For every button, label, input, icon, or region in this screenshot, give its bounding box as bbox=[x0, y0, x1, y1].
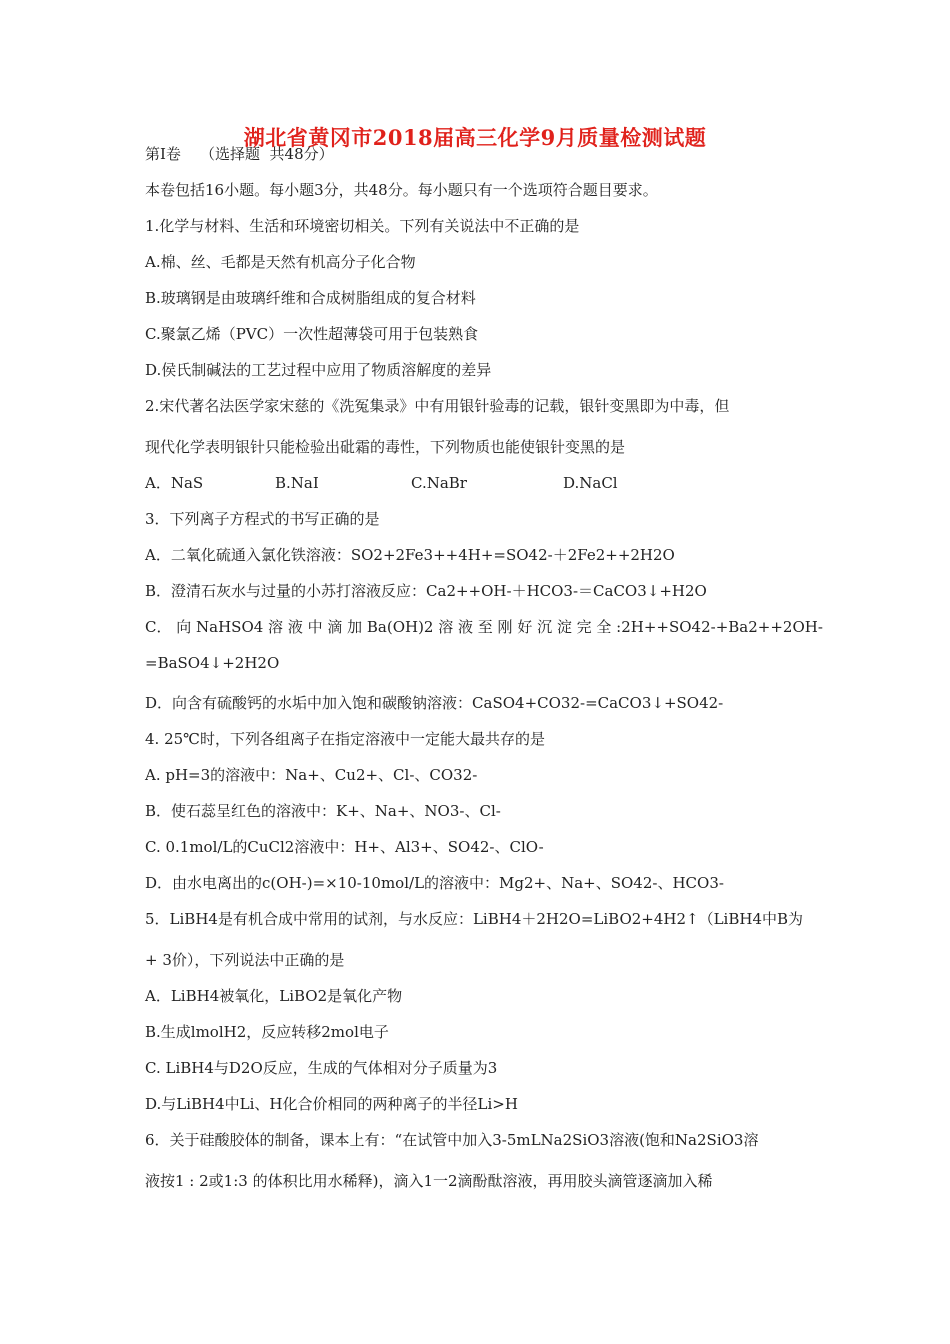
text-line: B.生成lmolH2，反应转移2mol电子 bbox=[145, 1023, 389, 1041]
text-line: 4. 25℃时，下列各组离子在指定溶液中一定能大最共存的是 bbox=[145, 730, 545, 748]
text-line: 5．LiBH4是有机合成中常用的试剂，与水反应：LiBH4＋2H2O=LiBO2+4H2↑（LiBH4中B为 bbox=[145, 910, 804, 928]
text-line: =BaSO4↓+2H2O bbox=[145, 654, 280, 672]
text-line: + 3价），下列说法中正确的是 bbox=[145, 951, 345, 969]
text-line: 本卷包括16小题。每小题3分，共48分。每小题只有一个选项符合题目要求。 bbox=[145, 181, 658, 199]
q2-option: C.NaBr bbox=[411, 474, 467, 492]
q2-option: B.NaI bbox=[275, 474, 319, 492]
document-title: 湖北省黄冈市2018届高三化学9月质量检测试题 bbox=[243, 125, 707, 150]
text-line: B．使石蕊呈红色的溶液中：K+、Na+、NO3-、Cl- bbox=[145, 802, 501, 820]
text-line: 2.宋代著名法医学家宋慈的《洗冤集录》中有用银针验毒的记载，银针变黑即为中毒，但 bbox=[145, 397, 730, 415]
text-line: D．向含有硫酸钙的水垢中加入饱和碳酸钠溶液：CaSO4+CO32-=CaCO3↓+SO42- bbox=[145, 694, 724, 712]
text-line: A．LiBH4被氧化，LiBO2是氧化产物 bbox=[145, 987, 403, 1005]
section-header: 第Ⅰ卷 （选择题 共48分） bbox=[145, 145, 334, 163]
text-line: 3．下列离子方程式的书写正确的是 bbox=[145, 510, 380, 528]
text-line: 现代化学表明银针只能检验出砒霜的毒性，下列物质也能使银针变黑的是 bbox=[145, 438, 626, 456]
text-line: C. LiBH4与D2O反应，生成的气体相对分子质量为3 bbox=[145, 1059, 498, 1077]
q2-option: A．NaS bbox=[145, 474, 204, 492]
text-line: 6．关于硅酸胶体的制备，课本上有：“在试管中加入3-5mLNa2SiO3溶液(饱和Na2SiO3溶 bbox=[145, 1131, 759, 1149]
text-line: B．澄清石灰水与过量的小苏打溶液反应：Ca2++OH-＋HCO3-＝CaCO3↓+H2O bbox=[145, 582, 707, 600]
text-line: B.玻璃钢是由玻璃纤维和合成树脂组成的复合材料 bbox=[145, 289, 476, 307]
text-line: C. 0.1mol/L的CuCl2溶液中：H+、Al3+、SO42-、ClO- bbox=[145, 838, 544, 856]
text-line: A．二氧化硫通入氯化铁溶液：SO2+2Fe3++4H+=SO42-＋2Fe2++2H2O bbox=[145, 546, 675, 564]
text-line: D．由水电离出的c(OH-)=×10-10mol/L的溶液中：Mg2+、Na+、SO42-、HCO3- bbox=[145, 874, 724, 892]
text-line: C． 向 NaHSO4 溶 液 中 滴 加 Ba(OH)2 溶 液 至 刚 好 沉 淀 完 全 :2H++SO42-+Ba2++2OH- bbox=[145, 618, 823, 636]
text-line: C.聚氯乙烯（PVC）一次性超薄袋可用于包装熟食 bbox=[145, 325, 479, 343]
text-line: D.侯氏制碱法的工艺过程中应用了物质溶解度的差异 bbox=[145, 361, 492, 379]
text-line: 液按1 : 2或1:3 的体积比用水稀释)，滴入1一2滴酚酞溶液，再用胶头滴管逐滴加入稀 bbox=[145, 1172, 713, 1190]
q2-option: D.NaCl bbox=[563, 474, 618, 492]
text-line: A.棉、丝、毛都是天然有机高分子化合物 bbox=[145, 253, 416, 271]
text-line: A. pH=3的溶液中：Na+、Cu2+、Cl-、CO32- bbox=[145, 766, 478, 784]
text-line: 1.化学与材料、生活和环境密切相关。下列有关说法中不正确的是 bbox=[145, 217, 580, 235]
text-line: D.与LiBH4中Li、H化合价相同的两种离子的半径Li>H bbox=[145, 1095, 518, 1113]
